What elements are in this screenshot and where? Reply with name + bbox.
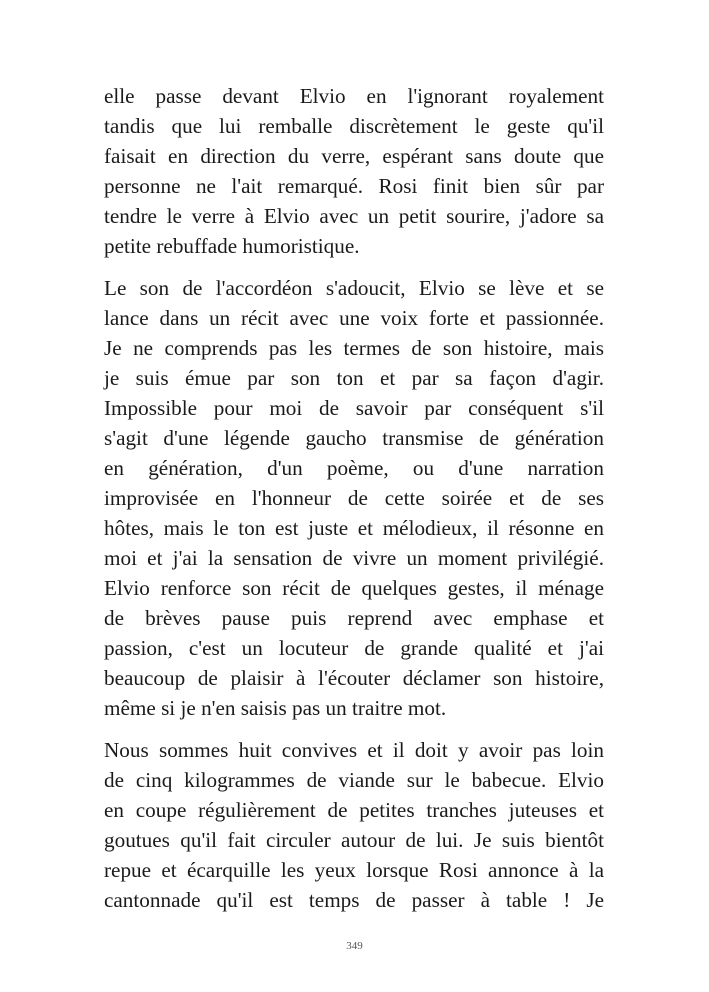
text-line: cantonnade qu'il est temps de passer à table ! Je bbox=[104, 888, 604, 912]
text-line: s'agit d'une légende gaucho transmise de génération bbox=[104, 426, 604, 450]
paragraph-1 bbox=[104, 81, 604, 261]
text-line: Elvio renforce son récit de quelques gestes, il ménage bbox=[104, 576, 604, 600]
text-line: je suis émue par son ton et par sa façon d'agir. bbox=[104, 366, 604, 390]
text-line: tandis que lui remballe discrètement le geste qu'il bbox=[104, 114, 604, 138]
paragraph-2 bbox=[104, 273, 604, 723]
text-line: lance dans un récit avec une voix forte et passionnée. bbox=[104, 306, 604, 330]
text-line: passion, c'est un locuteur de grande qualité et j'ai bbox=[104, 636, 604, 660]
text-line: en génération, d'un poème, ou d'une narration bbox=[104, 456, 604, 480]
text-line: personne ne l'ait remarqué. Rosi finit bien sûr par bbox=[104, 174, 604, 198]
text-line: de cinq kilogrammes de viande sur le babecue. Elvio bbox=[104, 768, 604, 792]
text-line: beaucoup de plaisir à l'écouter déclamer son histoire, bbox=[104, 666, 604, 690]
text-line: en coupe régulièrement de petites tranches juteuses et bbox=[104, 798, 604, 822]
text-line: Nous sommes huit convives et il doit y avoir pas loin bbox=[104, 738, 604, 762]
page-number: 349 bbox=[346, 940, 363, 952]
text-line: goutues qu'il fait circuler autour de lui. Je suis bientôt bbox=[104, 828, 604, 852]
text-line: elle passe devant Elvio en l'ignorant royalement bbox=[104, 84, 604, 108]
text-line: Je ne comprends pas les termes de son histoire, mais bbox=[104, 336, 604, 360]
text-line: hôtes, mais le ton est juste et mélodieux, il résonne en bbox=[104, 516, 604, 540]
text-line: Le son de l'accordéon s'adoucit, Elvio se lève et se bbox=[104, 276, 604, 300]
text-line: Impossible pour moi de savoir par conséquent s'il bbox=[104, 396, 604, 420]
text-line: faisait en direction du verre, espérant sans doute que bbox=[104, 144, 604, 168]
text-line: repue et écarquille les yeux lorsque Rosi annonce à la bbox=[104, 858, 604, 882]
page-body bbox=[104, 81, 604, 927]
text-line: moi et j'ai la sensation de vivre un moment privilégié. bbox=[104, 546, 604, 570]
paragraph-3 bbox=[104, 735, 604, 915]
text-line: improvisée en l'honneur de cette soirée et de ses bbox=[104, 486, 604, 510]
text-line: petite rebuffade humoristique. bbox=[104, 234, 360, 258]
text-line: tendre le verre à Elvio avec un petit sourire, j'adore sa bbox=[104, 204, 604, 228]
text-line: de brèves pause puis reprend avec emphase et bbox=[104, 606, 604, 630]
text-line: même si je n'en saisis pas un traitre mot. bbox=[104, 696, 447, 720]
